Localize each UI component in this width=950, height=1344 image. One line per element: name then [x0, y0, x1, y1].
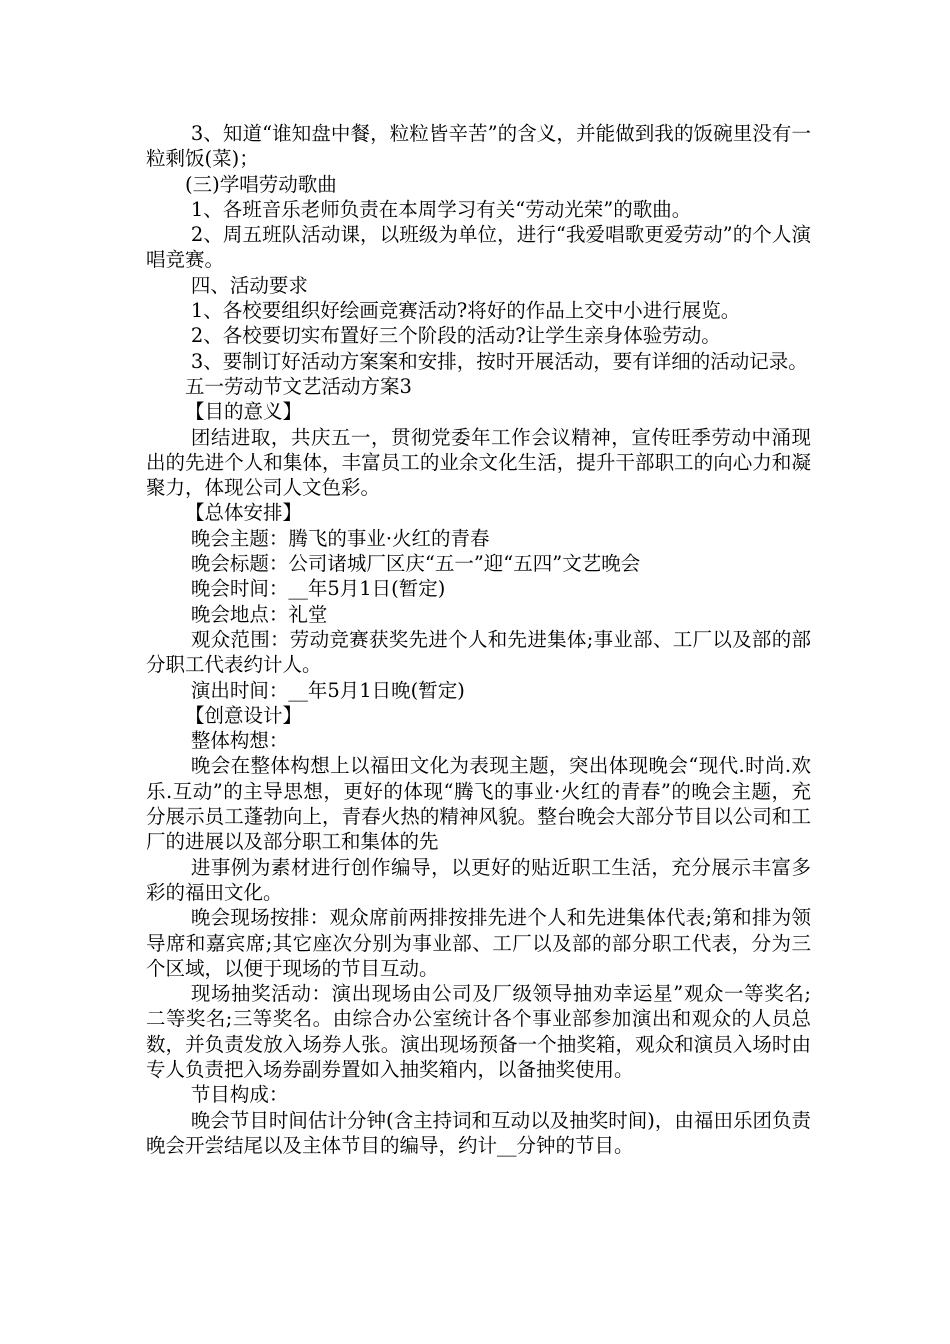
paragraph-drawing-contest: 1、各校要组织好绘画竞赛活动?将好的作品上交中小进行展览。 [190, 299, 741, 323]
heading-overall-arrangement: 【总体安排】 [185, 501, 303, 525]
paragraph-concept-continued: 进事例为素材进行创作编导，以更好的贴近职工生活，充分展示丰富多彩的福田文化。 [146, 855, 811, 904]
paragraph-purpose: 团结进取，共庆五一，贯彻党委年工作会议精神，宣传旺季劳动中涌现出的先进个人和集体，丰富员工的业余文化生活，提升干部职工的向心力和凝聚力，体现公司人文色彩。 [146, 425, 811, 500]
paragraph-item-3-clean-plate: 3、知道“谁知盘中餐，粒粒皆辛苦”的含义，并能做到我的饭碗里没有一粒剩饭(菜)； [146, 122, 811, 171]
section-title-plan-3: 五一劳动节文艺活动方案3 [185, 374, 412, 398]
paragraph-activity-plan: 3、要制订好活动方案案和安排，按时开展活动，要有详细的活动记录。 [190, 349, 808, 373]
paragraph-overall-concept: 晚会在整体构想上以福田文化为表现主题，突出体现晚会“现代.时尚.欢乐.互动”的主导思想，更好的体现“腾飞的事业·火红的青春”的晚会主题，充分展示员工蓬勃向上，青春火热的精神风貌。整台晚会大部分节目以公司和工厂的进展以及部分职工和集体的先 [146, 754, 811, 854]
paragraph-seating-arrangement: 晚会现场按排：观众席前两排按排先进个人和先进集体代表;第和排为领导席和嘉宾席;其它座次分别为事业部、工厂以及部的部分职工代表，分为三个区域，以便于现场的节目互动。 [146, 906, 811, 980]
document-body [146, 121, 811, 1158]
section-heading-requirements: 四、活动要求 [190, 273, 308, 297]
paragraph-performance-time: 演出时间：__年5月1日晚(暂定) [190, 678, 465, 702]
paragraph-audience-scope: 观众范围：劳动竞赛获奖先进个人和先进集体;事业部、工厂以及部的部分职工代表约计人。 [146, 627, 811, 677]
paragraph-gala-venue: 晚会地点：礼堂 [190, 602, 328, 626]
paragraph-lottery: 现场抽奖活动：演出现场由公司及厂级领导抽劝幸运星”观众一等奖名;二等奖名;三等奖名。由综合办公室统计各个事业部参加演出和观众的人员总数，并负责发放入场券人张。演出现场预备一个抽奖箱，观众和演员入场时由专人负责把入场券副券置如入抽奖箱内，以备抽奖使用。 [146, 982, 811, 1081]
paragraph-gala-title: 晚会标题：公司诸城厂区庆“五一”迎“五四”文艺晚会 [190, 552, 641, 576]
heading-overall-concept: 整体构想： [190, 729, 289, 753]
heading-program-structure: 节目构成： [190, 1083, 289, 1107]
paragraph-three-stages: 2、各校要切实布置好三个阶段的活动?让学生亲身体验劳动。 [190, 324, 721, 348]
paragraph-gala-time: 晚会时间：__年5月1日(暂定) [190, 577, 446, 601]
heading-purpose: 【目的意义】 [185, 400, 303, 424]
paragraph-music-teachers: 1、各班音乐老师负责在本周学习有关“劳动光荣”的歌曲。 [190, 197, 692, 221]
heading-creative-design: 【创意设计】 [185, 703, 303, 727]
paragraph-singing-contest: 2、周五班队活动课，以班级为单位，进行“我爱唱歌更爱劳动”的个人演唱竞赛。 [146, 223, 811, 272]
paragraph-gala-theme: 晚会主题：腾飞的事业·火红的青春 [190, 526, 490, 550]
section-heading-learn-songs: (三)学唱劳动歌曲 [185, 172, 337, 196]
paragraph-program-structure: 晚会节目时间估计分钟(含主持词和互动以及抽奖时间)，由福田乐团负责晚会开尝结尾以及主体节目的编导，约计__分钟的节目。 [146, 1108, 811, 1157]
